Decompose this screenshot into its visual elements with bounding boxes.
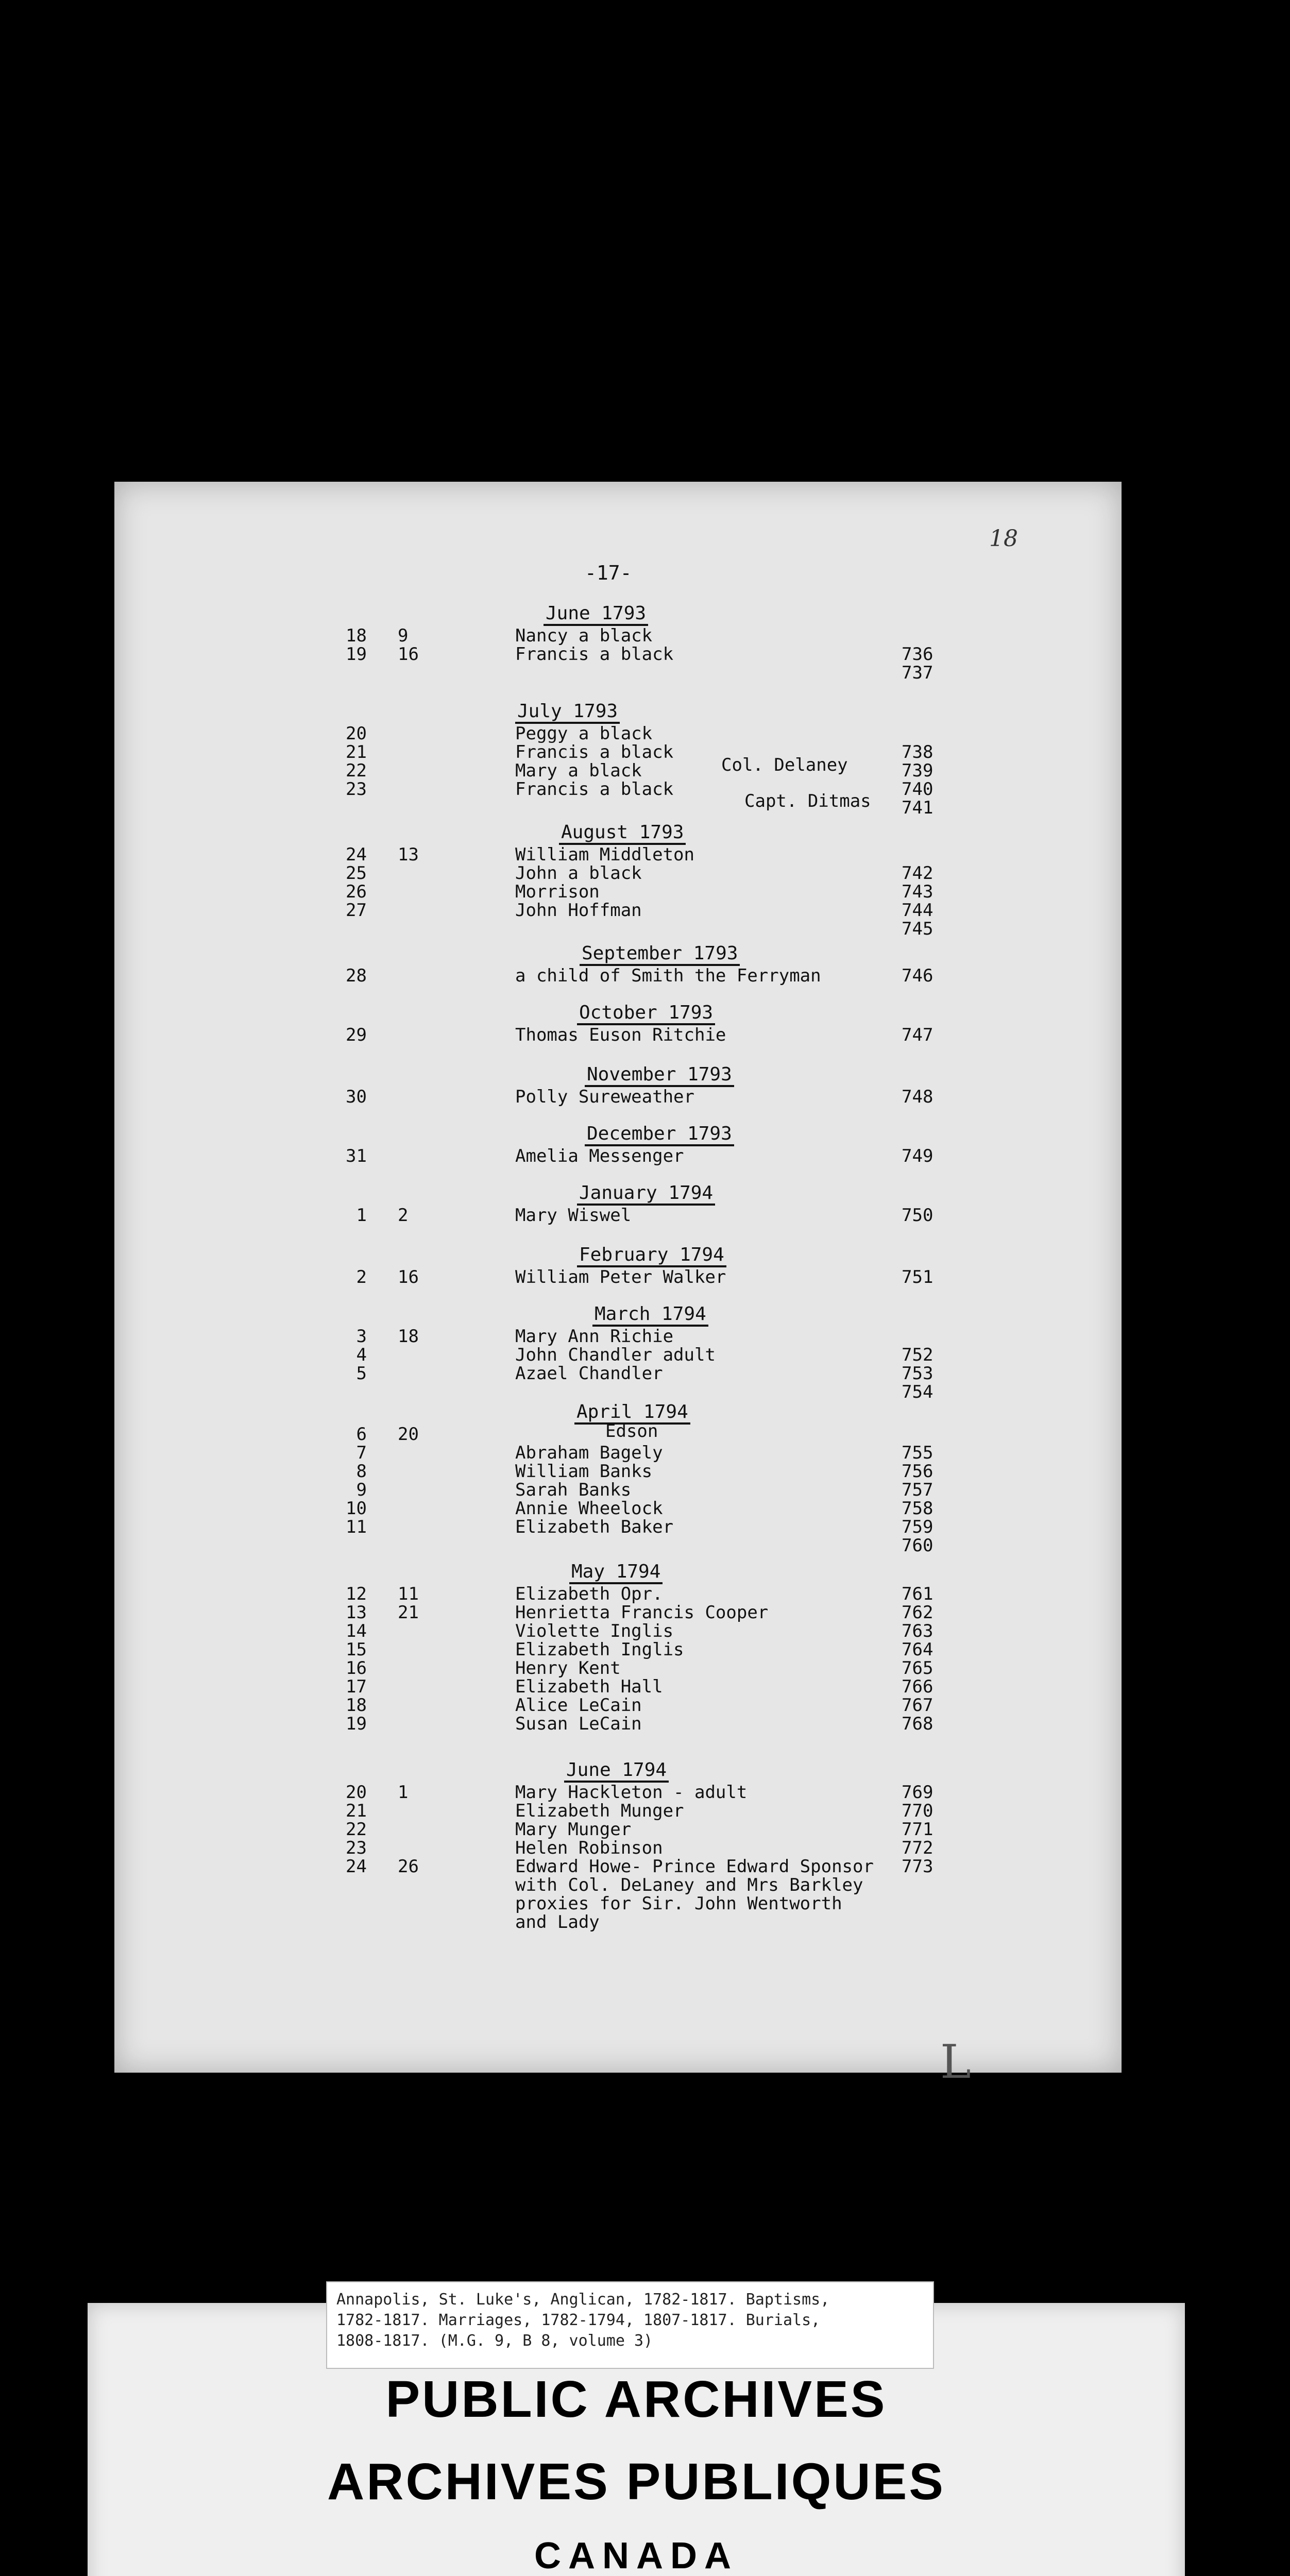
register-row [0,798,1290,818]
entry-name: Mary Munger [515,1819,632,1840]
entry-number: 24 [346,844,367,865]
register-row [0,1480,1290,1500]
entry-number: 28 [346,965,367,986]
entry-number: 1 [356,1205,367,1226]
register-row [0,742,1290,762]
entry-name: Henrietta Francis Cooper [515,1602,769,1623]
archives-country: CANADA [534,2535,738,2576]
entry-day: 2 [398,1205,409,1226]
entry-name: Francis a black [515,644,674,665]
entry-name: Elizabeth Hall [515,1676,663,1697]
entry-name: Henry Kent [515,1658,621,1679]
register-row [0,1087,1290,1107]
entry-day: 9 [398,625,409,646]
entry-name: Thomas Euson Ritchie [515,1025,726,1045]
entry-number: 26 [346,882,367,902]
entry-reference: 765 [902,1658,933,1679]
register-row [0,1025,1290,1045]
entry-number: 30 [346,1087,367,1107]
entry-reference: 761 [902,1584,933,1604]
collection-label [326,2281,934,2369]
entry-reference: 747 [902,1025,933,1045]
register-row [0,844,1290,865]
register-row [0,965,1290,986]
entry-number: 18 [346,625,367,646]
entry-day: 26 [398,1856,419,1877]
month-heading: February 1794 [577,1244,726,1267]
entry-reference: 748 [902,1087,933,1107]
entry-number: 2 [356,1267,367,1287]
entry-name: Helen Robinson [515,1838,663,1858]
archives-title-fr: ARCHIVES PUBLIQUES [327,2453,945,2511]
month-heading: October 1793 [577,1002,715,1025]
entry-number: 10 [346,1498,367,1519]
entry-number: 18 [346,1695,367,1716]
register-row [0,644,1290,665]
sponsor-note: Capt. Ditmas [744,791,871,811]
entry-name: John Hoffman [515,900,642,921]
entry-name: William Middleton [515,844,694,865]
entry-name: with Col. DeLaney and Mrs Barkley [515,1875,863,1895]
entry-name: Mary a black [515,760,642,781]
entry-reference: 767 [902,1695,933,1716]
entry-number: 23 [346,779,367,800]
entry-number: 7 [356,1443,367,1463]
entry-number: 22 [346,1819,367,1840]
entry-reference: 753 [902,1363,933,1384]
entry-number: 16 [346,1658,367,1679]
register-row [0,1443,1290,1463]
register-row [0,1838,1290,1858]
entry-reference: 759 [902,1517,933,1537]
entry-name: John a black [515,863,642,884]
register-row [0,1801,1290,1821]
month-heading: January 1794 [577,1182,715,1206]
register-row [0,1205,1290,1226]
entry-name: Mary Ann Richie [515,1326,674,1347]
entry-name: Abraham Bagely [515,1443,663,1463]
sponsor-note: Col. Delaney [721,755,848,775]
entry-name: Peggy a black [515,723,653,744]
entry-name: William Banks [515,1461,653,1482]
entry-name: Polly Sureweather [515,1087,694,1107]
collection-label-line: 1782-1817. Marriages, 1782-1794, 1807-1817. Burials, [336,2311,821,2329]
register-row [0,1893,1290,1914]
entry-number: 25 [346,863,367,884]
register-row [0,1535,1290,1556]
entry-reference: 772 [902,1838,933,1858]
entry-reference: 758 [902,1498,933,1519]
entry-number: 12 [346,1584,367,1604]
entry-name: Susan LeCain [515,1714,642,1734]
entry-number: 22 [346,760,367,781]
register-row [0,1782,1290,1803]
entry-name: Annie Wheelock [515,1498,663,1519]
register-row [0,1382,1290,1402]
entry-reference: 773 [902,1856,933,1877]
entry-day: 1 [398,1782,409,1803]
entry-day: 20 [398,1424,419,1445]
month-heading: December 1793 [585,1123,734,1146]
entry-name: Elizabeth Opr. [515,1584,663,1604]
month-heading: November 1793 [585,1064,734,1087]
register-row [0,1676,1290,1697]
register-row [0,1424,1290,1445]
entry-reference: 760 [902,1535,933,1556]
entry-number: 6 [356,1424,367,1445]
entry-reference: 763 [902,1621,933,1641]
register-row [0,1658,1290,1679]
entry-reference: 757 [902,1480,933,1500]
entry-name: Nancy a black [515,625,653,646]
register-row [0,1621,1290,1641]
entry-reference: 771 [902,1819,933,1840]
register-row [0,1584,1290,1604]
entry-reference: 769 [902,1782,933,1803]
entry-name: Francis a black [515,779,674,800]
archives-title-en: PUBLIC ARCHIVES [385,2370,887,2428]
entry-number: 5 [356,1363,367,1384]
entry-number: 11 [346,1517,367,1537]
entry-name: and Lady [515,1912,600,1933]
register-row [0,1517,1290,1537]
entry-name: Elizabeth Munger [515,1801,684,1821]
register-row [0,1856,1290,1877]
month-heading: June 1793 [544,603,648,626]
entry-reference: 743 [902,882,933,902]
margin-mark: L [940,2035,971,2089]
register-row [0,900,1290,921]
entry-reference: 754 [902,1382,933,1402]
register-row [0,1912,1290,1933]
entry-number: 13 [346,1602,367,1623]
entry-number: 4 [356,1345,367,1365]
register-row [0,779,1290,800]
month-heading: July 1793 [515,701,620,724]
entry-name: Mary Hackleton - adult [515,1782,748,1803]
entry-day: 13 [398,844,419,865]
entry-number: 24 [346,1856,367,1877]
register-row [0,723,1290,744]
month-subheading: Edson [605,1421,658,1442]
entry-name: Azael Chandler [515,1363,663,1384]
entry-day: 16 [398,1267,419,1287]
entry-number: 20 [346,1782,367,1803]
month-heading: May 1794 [569,1561,663,1584]
entry-name: Violette Inglis [515,1621,674,1641]
register-row [0,1363,1290,1384]
register-row [0,1875,1290,1895]
entry-number: 20 [346,723,367,744]
entry-reference: 766 [902,1676,933,1697]
month-heading: September 1793 [580,943,740,966]
entry-day: 11 [398,1584,419,1604]
entry-reference: 744 [902,900,933,921]
register-row [0,663,1290,683]
entry-reference: 762 [902,1602,933,1623]
month-heading: April 1794 [574,1401,690,1425]
entry-reference: 736 [902,644,933,665]
entry-reference: 750 [902,1205,933,1226]
entry-day: 21 [398,1602,419,1623]
register-row [0,1639,1290,1660]
register-row [0,1146,1290,1166]
entry-name: John Chandler adult [515,1345,716,1365]
register-row [0,1695,1290,1716]
entry-name: Francis a black [515,742,674,762]
entry-name: Alice LeCain [515,1695,642,1716]
entry-name: a child of Smith the Ferryman [515,965,821,986]
entry-number: 19 [346,1714,367,1734]
entry-number: 19 [346,644,367,665]
register-row [0,1714,1290,1734]
entry-reference: 737 [902,663,933,683]
register-row [0,1267,1290,1287]
register-row [0,625,1290,646]
entry-number: 31 [346,1146,367,1166]
register-row [0,760,1290,781]
entry-reference: 746 [902,965,933,986]
entry-day: 16 [398,644,419,665]
entry-number: 27 [346,900,367,921]
page-number: -17- [585,562,632,584]
register-row [0,1602,1290,1623]
entry-reference: 739 [902,760,933,781]
entry-reference: 764 [902,1639,933,1660]
register-row [0,1461,1290,1482]
entry-reference: 738 [902,742,933,762]
entry-reference: 755 [902,1443,933,1463]
month-heading: August 1793 [559,822,686,845]
entry-name: Sarah Banks [515,1480,632,1500]
month-heading: March 1794 [592,1303,708,1327]
entry-number: 3 [356,1326,367,1347]
entry-reference: 751 [902,1267,933,1287]
entry-number: 14 [346,1621,367,1641]
corner-handwritten-number: 18 [989,526,1018,552]
entry-number: 15 [346,1639,367,1660]
entry-name: William Peter Walker [515,1267,726,1287]
entry-name: Elizabeth Inglis [515,1639,684,1660]
entry-reference: 749 [902,1146,933,1166]
entry-reference: 741 [902,798,933,818]
entry-name: Elizabeth Baker [515,1517,674,1537]
entry-reference: 752 [902,1345,933,1365]
register-row [0,1345,1290,1365]
collection-label-line: 1808-1817. (M.G. 9, B 8, volume 3) [336,2332,653,2350]
register-row [0,1819,1290,1840]
entry-reference: 740 [902,779,933,800]
entry-name: Morrison [515,882,600,902]
entry-number: 9 [356,1480,367,1500]
entry-name: proxies for Sir. John Wentworth [515,1893,842,1914]
entry-number: 8 [356,1461,367,1482]
entry-reference: 756 [902,1461,933,1482]
register-row [0,919,1290,939]
entry-number: 17 [346,1676,367,1697]
entry-name: Mary Wiswel [515,1205,632,1226]
entry-number: 21 [346,1801,367,1821]
month-heading: June 1794 [564,1759,669,1783]
register-row [0,1326,1290,1347]
entry-number: 21 [346,742,367,762]
entry-day: 18 [398,1326,419,1347]
entry-reference: 768 [902,1714,933,1734]
register-row [0,863,1290,884]
entry-reference: 770 [902,1801,933,1821]
entry-reference: 742 [902,863,933,884]
entry-number: 23 [346,1838,367,1858]
collection-label-line: Annapolis, St. Luke's, Anglican, 1782-1817. Baptisms, [336,2291,830,2309]
entry-number: 29 [346,1025,367,1045]
register-row [0,882,1290,902]
entry-name: Edward Howe- Prince Edward Sponsor [515,1856,874,1877]
register-row [0,1498,1290,1519]
entry-reference: 745 [902,919,933,939]
entry-name: Amelia Messenger [515,1146,684,1166]
